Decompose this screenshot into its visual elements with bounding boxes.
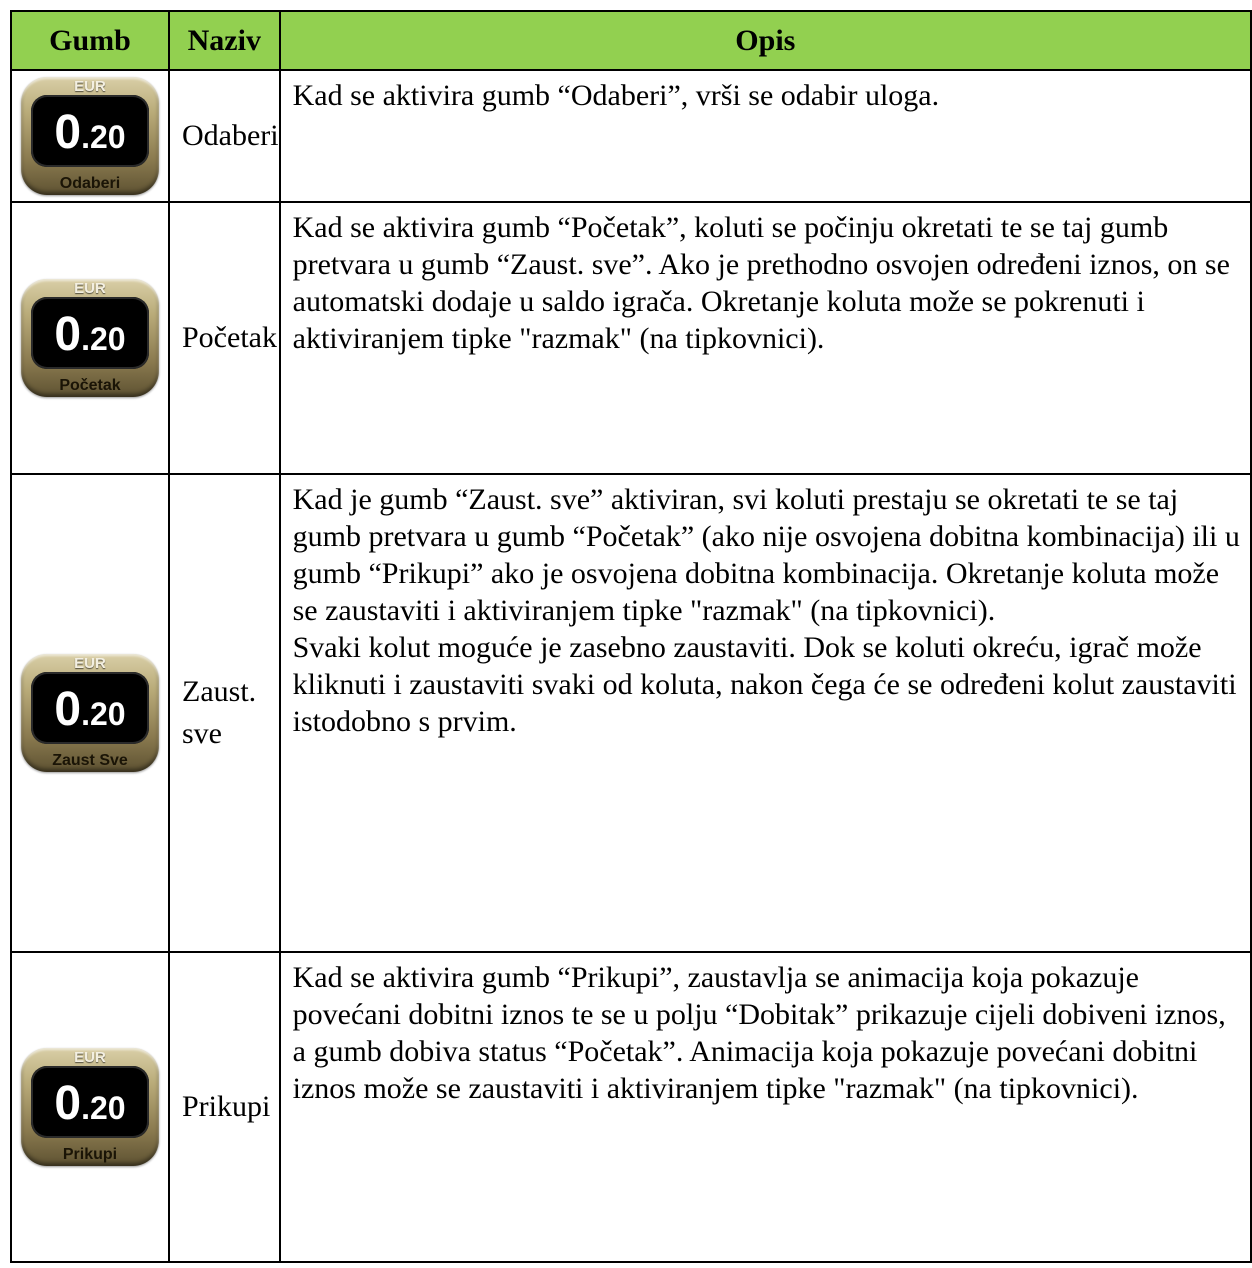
amount-display <box>31 297 149 369</box>
header-button: Gumb <box>11 11 169 70</box>
button-cell <box>11 952 169 1262</box>
currency-label: EUR <box>74 280 106 297</box>
currency-label: EUR <box>74 1049 106 1066</box>
amount-display <box>31 95 149 167</box>
pocetak-button[interactable] <box>21 279 159 397</box>
button-label: Prikupi <box>62 1146 118 1163</box>
amount-int: 0 <box>54 308 82 361</box>
description-paragraph: Kad se aktivira gumb “Odaberi”, vrši se odabir uloga. <box>292 79 940 112</box>
amount-dec: .20 <box>81 696 126 732</box>
button-name: Početak <box>169 202 280 474</box>
table-row <box>11 474 1251 952</box>
amount-dec: .20 <box>81 321 126 357</box>
button-label: Početak <box>59 377 121 394</box>
button-label: Zaust Sve <box>52 752 128 769</box>
button-cell <box>11 202 169 474</box>
description-paragraph: Svaki kolut moguće je zasebno zaustaviti. Dok se koluti okreću, igrač može kliknuti i zaustaviti svaki od koluta, nakon čega će se određeni kolut zaustaviti istodobno s prvim. <box>292 631 1237 738</box>
table-header-row <box>11 11 1251 70</box>
currency-label: EUR <box>74 78 106 95</box>
button-description <box>280 952 1251 1262</box>
button-cell <box>11 474 169 952</box>
description-paragraph: Kad je gumb “Zaust. sve” aktiviran, svi koluti prestaju se okretati te se taj gumb pretvara u gumb “Početak” (ako nije osvojena dobitna kombinacija) ili u gumb “Prikupi” ako je osvojena dobitna kombinacija. Okretanje koluta može se zaustaviti i aktiviranjem tipke "razmak" (na tipkovnici). <box>292 483 1240 627</box>
amount-dec: .20 <box>81 1090 126 1126</box>
amount-display <box>31 672 149 744</box>
amount-display <box>31 1066 149 1138</box>
description-paragraph: Kad se aktivira gumb “Početak”, koluti se počinju okretati te se taj gumb pretvara u gumb “Zaust. sve”. Ako je prethodno osvojen određeni iznos, on se automatski dodaje u saldo igrača. Okretanje koluta može se pokrenuti i aktiviranjem tipke "razmak" (na tipkovnici). <box>292 211 1230 355</box>
button-name: Odaberi <box>169 70 280 202</box>
header-description: Opis <box>280 11 1251 70</box>
button-description <box>280 474 1251 952</box>
button-label: Odaberi <box>59 175 121 192</box>
currency-label: EUR <box>74 655 106 672</box>
button-name: Prikupi <box>169 952 280 1262</box>
zaust-sve-button[interactable] <box>21 654 159 772</box>
amount-dec: .20 <box>81 119 126 155</box>
button-description <box>280 202 1251 474</box>
table-row <box>11 952 1251 1262</box>
button-cell <box>11 70 169 202</box>
button-reference-table <box>10 10 1252 1263</box>
amount-int: 0 <box>54 106 82 159</box>
button-description <box>280 70 1251 202</box>
prikupi-button[interactable] <box>21 1048 159 1166</box>
button-name: Zaust. sve <box>169 474 280 952</box>
amount-int: 0 <box>54 1077 82 1130</box>
table-row <box>11 70 1251 202</box>
amount-int: 0 <box>54 683 82 736</box>
odaberi-button[interactable] <box>21 77 159 195</box>
header-name: Naziv <box>169 11 280 70</box>
table-row <box>11 202 1251 474</box>
description-paragraph: Kad se aktivira gumb “Prikupi”, zaustavlja se animacija koja pokazuje povećani dobitni iznos te se u polju “Dobitak” prikazuje cijeli dobiveni iznos, a gumb dobiva status “Početak”. Animacija koja pokazuje povećani dobitni iznos može se zaustaviti i aktiviranjem tipke "razmak" (na tipkovnici). <box>292 961 1226 1105</box>
